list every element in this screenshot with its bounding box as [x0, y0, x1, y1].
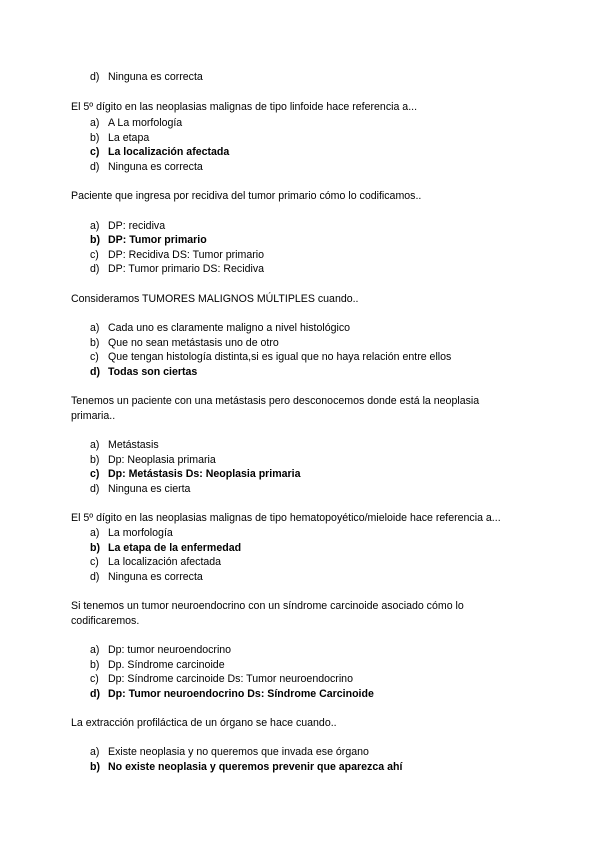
- option-a: a) Dp: tumor neuroendocrino: [90, 644, 232, 656]
- question-text: Si tenemos un tumor neuroendocrino con un síndrome carcinoide asociado cómo lo: [71, 600, 464, 612]
- option-a: a) Cada uno es claramente maligno a nivel histológico: [90, 322, 351, 334]
- option-d: d) Ninguna es correcta: [90, 571, 203, 583]
- option-a: a) A La morfología: [90, 117, 183, 129]
- option-b-correct: b) La etapa de la enfermedad: [90, 542, 242, 554]
- question-text: El 5º dígito en las neoplasias malignas de tipo linfoide hace referencia a...: [71, 101, 418, 113]
- option-d: d) Ninguna es correcta: [90, 71, 203, 83]
- option-c-correct: c) La localización afectada: [90, 146, 230, 158]
- question-text: La extracción profiláctica de un órgano se hace cuando..: [71, 717, 337, 729]
- question-text: El 5º dígito en las neoplasias malignas de tipo hematopoyético/mieloide hace referencia a...: [71, 512, 501, 524]
- option-d-correct: d) Todas son ciertas: [90, 366, 198, 378]
- option-a: a) Metástasis: [90, 439, 159, 451]
- option-d: d) Ninguna es cierta: [90, 483, 191, 495]
- option-b: b) Dp: Neoplasia primaria: [90, 454, 216, 466]
- option-c: c) DP: Recidiva DS: Tumor primario: [90, 249, 265, 261]
- option-c-correct: c) Dp: Metástasis Ds: Neoplasia primaria: [90, 468, 301, 480]
- option-d: d) DP: Tumor primario DS: Recidiva: [90, 263, 265, 275]
- option-c: c) La localización afectada: [90, 556, 222, 568]
- question-text: Consideramos TUMORES MALIGNOS MÚLTIPLES cuando..: [71, 293, 359, 305]
- option-b-correct: b) DP: Tumor primario: [90, 234, 207, 246]
- option-a: a) DP: recidiva: [90, 220, 166, 232]
- option-c: c) Que tengan histología distinta,si es igual que no haya relación entre ellos: [90, 351, 452, 363]
- question-text: Paciente que ingresa por recidiva del tumor primario cómo lo codificamos..: [71, 190, 422, 202]
- option-a: a) Existe neoplasia y no queremos que invada ese órgano: [90, 746, 369, 758]
- option-c: c) Dp: Síndrome carcinoide Ds: Tumor neuroendocrino: [90, 673, 353, 685]
- option-b: b) Que no sean metástasis uno de otro: [90, 337, 279, 349]
- option-b: b) Dp. Síndrome carcinoide: [90, 659, 225, 671]
- option-d: d) Ninguna es correcta: [90, 161, 203, 173]
- question-text: Tenemos un paciente con una metástasis pero desconocemos donde está la neoplasia: [71, 395, 480, 407]
- question-text-continuation: codificaremos.: [71, 615, 140, 627]
- option-b: b) La etapa: [90, 132, 150, 144]
- option-d-correct: d) Dp: Tumor neuroendocrino Ds: Síndrome Carcinoide: [90, 688, 374, 700]
- question-text-continuation: primaria..: [71, 410, 116, 422]
- option-a: a) La morfología: [90, 527, 173, 539]
- option-b-correct: b) No existe neoplasia y queremos prevenir que aparezca ahí: [90, 761, 403, 773]
